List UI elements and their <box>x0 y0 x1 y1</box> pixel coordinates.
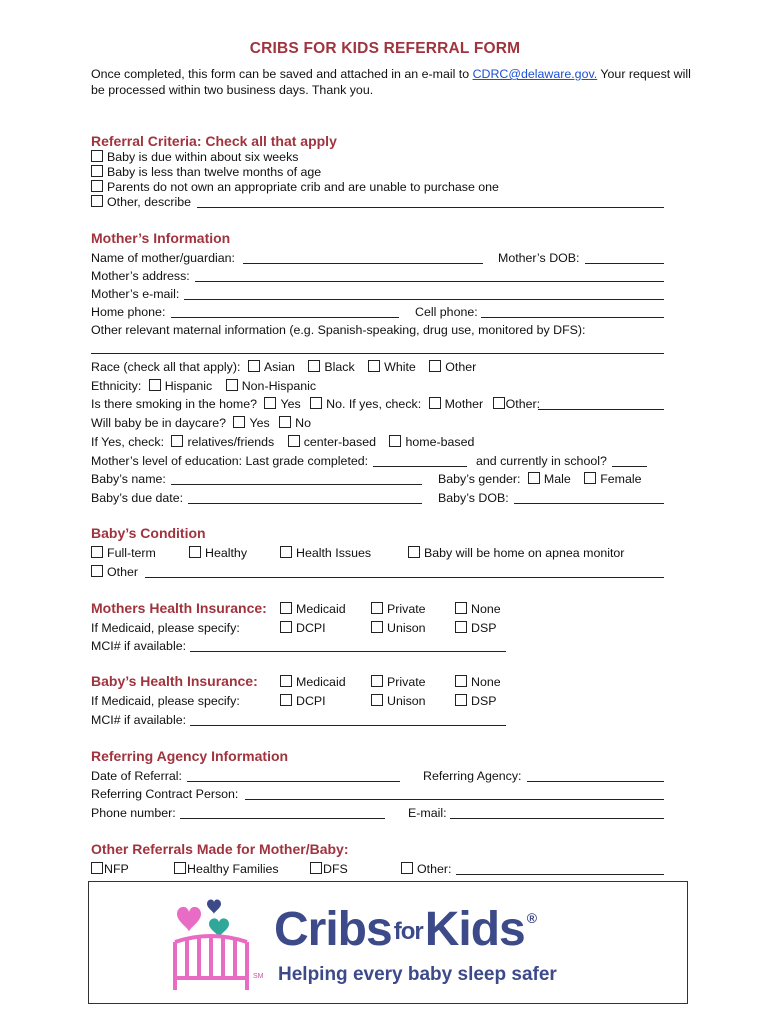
ref-other <box>401 860 451 878</box>
registered-mark: ® <box>526 910 537 926</box>
mother-unison-label: Unison <box>387 621 426 635</box>
apnea-checkbox[interactable] <box>408 546 420 558</box>
brand-wordmark <box>274 902 536 957</box>
daycare-yes-checkbox[interactable] <box>233 416 245 428</box>
daycare-no-label: No <box>295 416 311 430</box>
ref-dfs <box>310 860 348 878</box>
service-mark: SM <box>253 973 264 980</box>
cell-phone-label: Cell phone: <box>415 305 478 319</box>
criteria-checkbox-3[interactable] <box>91 180 103 192</box>
school-field[interactable] <box>612 466 647 467</box>
mother-name-field[interactable] <box>243 263 483 264</box>
baby-gender-row <box>438 470 642 488</box>
condition-other-label: Other <box>107 565 138 579</box>
criteria-label-3: Parents do not own an appropriate crib and are unable to purchase one <box>107 180 499 194</box>
other-maternal-info-field[interactable] <box>91 353 664 354</box>
baby-private-checkbox[interactable] <box>371 675 383 687</box>
relatives-checkbox[interactable] <box>171 435 183 447</box>
smoking-other-field[interactable] <box>538 409 664 410</box>
baby-ins-unison <box>371 692 426 710</box>
smoking-other-label: Other: <box>505 397 541 411</box>
race-row <box>91 358 476 376</box>
condition-fullterm <box>91 544 156 562</box>
race-label: Race (check all that apply): <box>91 360 241 374</box>
ref-healthy-families <box>174 860 279 878</box>
ethnicity-label: Ethnicity: <box>91 379 142 393</box>
brand-for: for <box>393 918 423 946</box>
smoking-label: Is there smoking in the home? <box>91 397 257 411</box>
baby-unison-label: Unison <box>387 694 426 708</box>
due-date-field[interactable] <box>188 503 422 504</box>
pink-heart-icon <box>177 907 201 932</box>
crib-hearts-icon <box>171 894 251 994</box>
criteria-heading: Referral Criteria: Check all that apply <box>91 133 337 149</box>
mother-name-label: Name of mother/guardian: <box>91 251 235 265</box>
mother-specify-label: If Medicaid, please specify: <box>91 621 240 635</box>
race-black-label: Black <box>324 360 355 374</box>
mother-dcpi-checkbox[interactable] <box>280 621 292 633</box>
cell-phone-field[interactable] <box>481 317 664 318</box>
dfs-checkbox[interactable] <box>310 862 322 874</box>
criteria-checkbox-1[interactable] <box>91 150 103 162</box>
daycare-type-row <box>91 433 474 451</box>
healthy-families-label: Healthy Families <box>187 862 279 876</box>
crib-icon <box>175 936 247 990</box>
smoking-row <box>91 395 540 413</box>
agency-heading: Referring Agency Information <box>91 748 289 764</box>
form-title: CRIBS FOR KIDS REFERRAL FORM <box>249 40 521 57</box>
smoking-yes-checkbox[interactable] <box>264 397 276 409</box>
race-black-checkbox[interactable] <box>308 360 320 372</box>
intro-before: Once completed, this form can be saved and attached in an e-mail to <box>91 67 473 81</box>
mother-email-label: Mother’s e-mail: <box>91 287 180 301</box>
criteria-checkbox-2[interactable] <box>91 165 103 177</box>
daycare-label: Will baby be in daycare? <box>91 416 226 430</box>
baby-ins-none <box>455 673 501 691</box>
mother-ins-private <box>371 600 426 618</box>
criteria-label-2: Baby is less than twelve months of age <box>107 165 322 179</box>
condition-healthy <box>189 544 247 562</box>
smoking-mother-checkbox[interactable] <box>429 397 441 409</box>
healthy-families-checkbox[interactable] <box>174 862 186 874</box>
baby-private-label: Private <box>387 675 426 689</box>
baby-ins-dsp <box>455 692 496 710</box>
baby-none-label: None <box>471 675 501 689</box>
ifyes-label: If Yes, check: <box>91 435 165 449</box>
criteria-label-1: Baby is due within about six weeks <box>107 150 299 164</box>
daycare-yes-label: Yes <box>249 416 270 430</box>
intro-after: Your request will be processed within two business days. Thank you. <box>91 67 691 97</box>
condition-apnea <box>408 544 624 562</box>
center-based-checkbox[interactable] <box>288 435 300 447</box>
ref-other-label: Other: <box>417 862 452 876</box>
smoking-mother-label: Mother <box>444 397 484 411</box>
home-phone-label: Home phone: <box>91 305 166 319</box>
center-based-label: center-based <box>303 435 377 449</box>
agency-email-label: E-mail: <box>408 806 447 820</box>
ref-other-field[interactable] <box>456 874 664 875</box>
referring-agency-field[interactable] <box>527 781 664 782</box>
mother-heading: Mother’s Information <box>91 230 231 246</box>
daycare-row <box>91 414 311 432</box>
baby-gender-label: Baby’s gender: <box>438 472 521 486</box>
dfs-label: DFS <box>323 862 348 876</box>
race-asian-label: Asian <box>263 360 295 374</box>
mother-insurance-heading: Mothers Health Insurance: <box>91 600 267 616</box>
mother-email-field[interactable] <box>184 299 664 300</box>
smoking-no-checkbox[interactable] <box>310 397 322 409</box>
apnea-label: Baby will be home on apnea monitor <box>424 546 625 560</box>
criteria-checkbox-4[interactable] <box>91 195 103 207</box>
non-hispanic-label: Non-Hispanic <box>241 379 317 393</box>
baby-ins-dcpi <box>280 692 326 710</box>
baby-dsp-checkbox[interactable] <box>455 694 467 706</box>
condition-other-field[interactable] <box>145 577 664 578</box>
mother-dob-field[interactable] <box>585 263 664 264</box>
contract-person-field[interactable] <box>245 799 664 800</box>
race-other-label: Other <box>445 360 477 374</box>
baby-mci-label: MCI# if available: <box>91 713 187 727</box>
smoking-no-label: No. If yes, check: <box>326 397 422 411</box>
fullterm-label: Full-term <box>107 546 156 560</box>
mother-dsp-label: DSP <box>471 621 497 635</box>
fullterm-checkbox[interactable] <box>91 546 103 558</box>
mother-ins-unison <box>371 619 426 637</box>
health-issues-label: Health Issues <box>296 546 372 560</box>
baby-name-field[interactable] <box>171 484 422 485</box>
mother-private-label: Private <box>387 602 426 616</box>
criteria-item-4 <box>91 193 191 211</box>
hispanic-label: Hispanic <box>164 379 213 393</box>
baby-dsp-label: DSP <box>471 694 497 708</box>
mother-address-label: Mother’s address: <box>91 269 190 283</box>
mother-dsp-checkbox[interactable] <box>455 621 467 633</box>
due-date-label: Baby’s due date: <box>91 491 184 505</box>
agency-phone-field[interactable] <box>180 818 385 819</box>
nfp-label: NFP <box>104 862 129 876</box>
home-based-checkbox[interactable] <box>389 435 401 447</box>
criteria-label-4: Other, describe <box>107 195 192 209</box>
condition-heading: Baby’s Condition <box>91 525 206 541</box>
baby-ins-private <box>371 673 426 691</box>
other-referrals-heading: Other Referrals Made for Mother/Baby: <box>91 841 349 857</box>
brand-tagline: Helping every baby sleep safer <box>278 964 557 985</box>
healthy-checkbox[interactable] <box>189 546 201 558</box>
baby-medicaid-label: Medicaid <box>296 675 346 689</box>
nfp-checkbox[interactable] <box>91 862 103 874</box>
hispanic-checkbox[interactable] <box>149 379 161 391</box>
mother-dob-label: Mother’s DOB: <box>498 251 580 265</box>
baby-dob-field[interactable] <box>514 503 664 504</box>
home-phone-field[interactable] <box>171 317 399 318</box>
navy-heart-icon <box>207 900 221 914</box>
gender-male-label: Male <box>543 472 571 486</box>
gender-female-checkbox[interactable] <box>584 472 596 484</box>
intro-text <box>91 66 691 98</box>
mother-mci-field[interactable] <box>190 651 506 652</box>
mother-medicaid-label: Medicaid <box>296 602 346 616</box>
baby-unison-checkbox[interactable] <box>371 694 383 706</box>
education-grade-field[interactable] <box>373 466 467 467</box>
baby-insurance-heading: Baby’s Health Insurance: <box>91 673 258 689</box>
brand-kids: Kids <box>424 903 525 956</box>
health-issues-checkbox[interactable] <box>280 546 292 558</box>
cribs-for-kids-logo-box <box>88 881 688 1004</box>
race-white-checkbox[interactable] <box>368 360 380 372</box>
other-maternal-info-label: Other relevant maternal information (e.g. Spanish-speaking, drug use, monitored by DFS): <box>91 323 586 337</box>
race-other-checkbox[interactable] <box>429 360 441 372</box>
baby-name-label: Baby’s name: <box>91 472 166 486</box>
baby-dob-label: Baby’s DOB: <box>438 491 509 505</box>
smoking-other-checkbox[interactable] <box>493 397 505 409</box>
mother-private-checkbox[interactable] <box>371 602 383 614</box>
agency-phone-label: Phone number: <box>91 806 176 820</box>
referral-date-field[interactable] <box>187 781 400 782</box>
mother-unison-checkbox[interactable] <box>371 621 383 633</box>
condition-health-issues <box>280 544 371 562</box>
baby-mci-field[interactable] <box>190 725 506 726</box>
mother-ins-none <box>455 600 501 618</box>
mother-medicaid-checkbox[interactable] <box>280 602 292 614</box>
mother-ins-dsp <box>455 619 496 637</box>
non-hispanic-checkbox[interactable] <box>226 379 238 391</box>
mother-none-checkbox[interactable] <box>455 602 467 614</box>
baby-none-checkbox[interactable] <box>455 675 467 687</box>
ethnicity-row <box>91 377 316 395</box>
education-label: Mother’s level of education: Last grade completed: <box>91 454 369 468</box>
mother-mci-label: MCI# if available: <box>91 639 187 653</box>
brand-cribs: Cribs <box>274 903 392 956</box>
mother-ins-medicaid <box>280 600 346 618</box>
gender-female-label: Female <box>600 472 642 486</box>
baby-dcpi-label: DCPI <box>296 694 326 708</box>
condition-other <box>91 563 138 581</box>
ref-other-checkbox[interactable] <box>401 862 413 874</box>
cdrc-email-link[interactable]: CDRC@delaware.gov. <box>472 67 598 81</box>
ref-nfp <box>91 860 129 878</box>
race-white-label: White <box>384 360 416 374</box>
contract-person-label: Referring Contract Person: <box>91 787 239 801</box>
mother-address-field[interactable] <box>195 281 664 282</box>
mother-none-label: None <box>471 602 501 616</box>
condition-other-checkbox[interactable] <box>91 565 103 577</box>
home-based-label: home-based <box>405 435 475 449</box>
other-describe-field[interactable] <box>197 207 664 208</box>
school-label: and currently in school? <box>476 454 607 468</box>
mother-dcpi-label: DCPI <box>296 621 326 635</box>
healthy-label: Healthy <box>205 546 248 560</box>
agency-email-field[interactable] <box>450 818 664 819</box>
relatives-label: relatives/friends <box>187 435 275 449</box>
baby-dcpi-checkbox[interactable] <box>280 694 292 706</box>
gender-male-checkbox[interactable] <box>528 472 540 484</box>
baby-medicaid-checkbox[interactable] <box>280 675 292 687</box>
baby-specify-label: If Medicaid, please specify: <box>91 694 240 708</box>
baby-ins-medicaid <box>280 673 346 691</box>
daycare-no-checkbox[interactable] <box>279 416 291 428</box>
referring-agency-label: Referring Agency: <box>423 769 522 783</box>
smoking-yes-label: Yes <box>280 397 301 411</box>
race-asian-checkbox[interactable] <box>248 360 260 372</box>
referral-date-label: Date of Referral: <box>91 769 182 783</box>
mother-ins-dcpi <box>280 619 326 637</box>
